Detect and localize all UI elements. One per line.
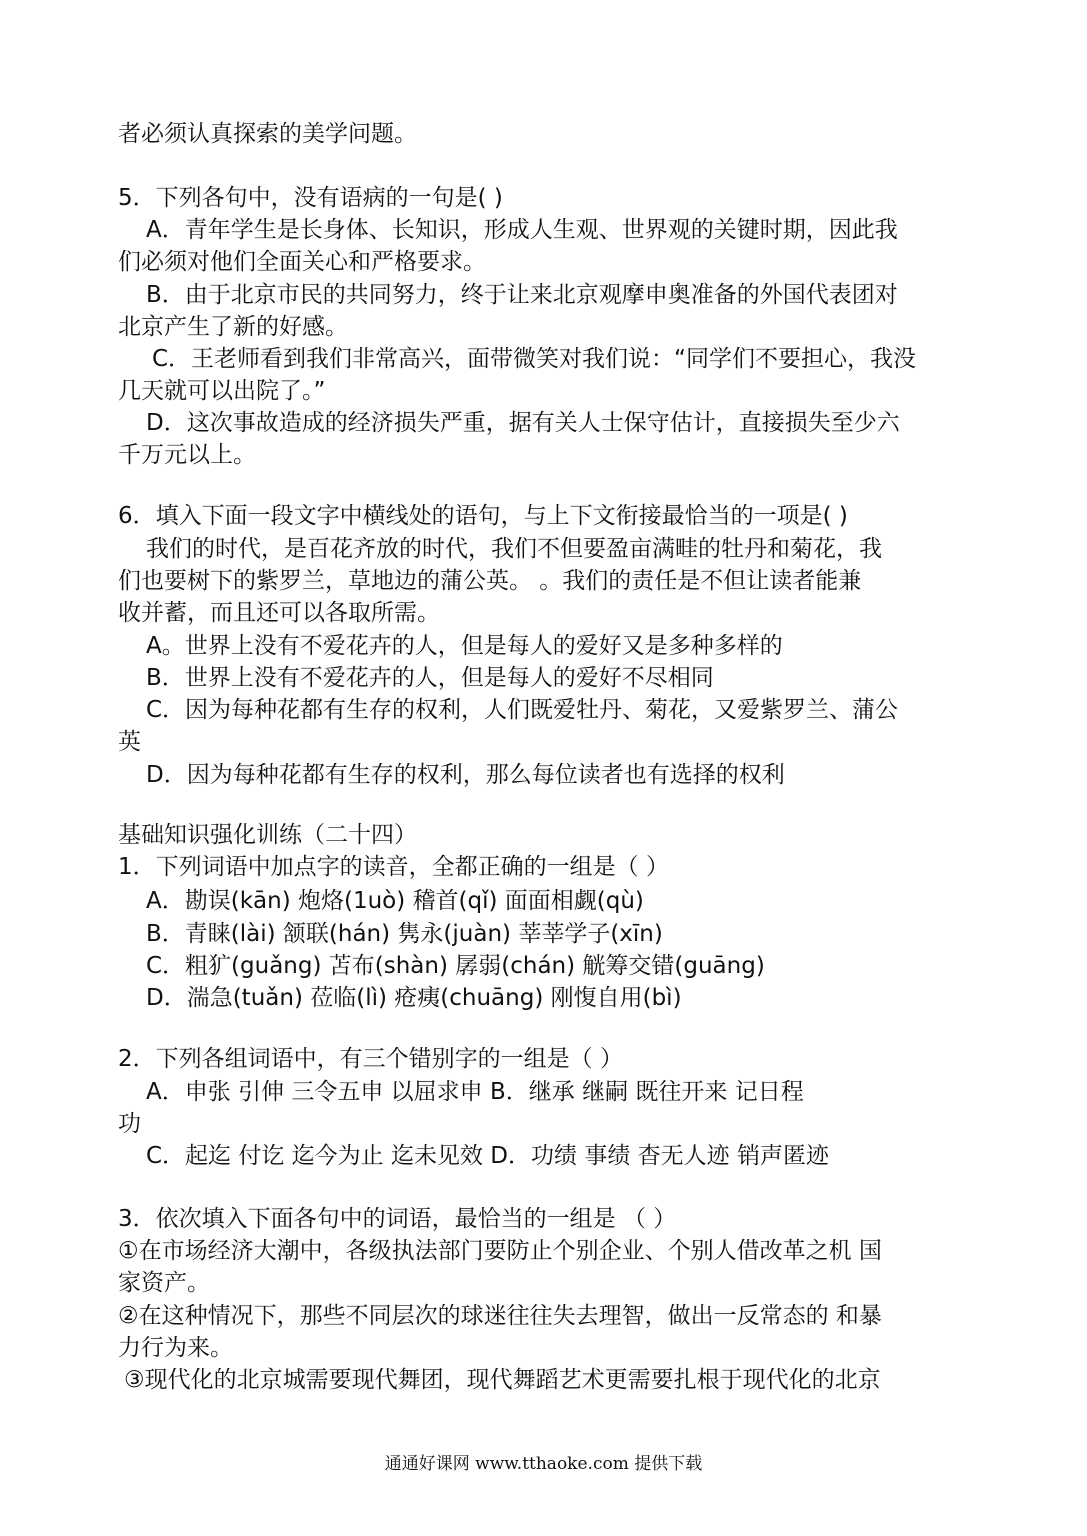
text-line: 千万元以上。 xyxy=(118,442,256,468)
option-d: D．这次事故造成的经济损失严重，据有关人士保守估计，直接损失至少六 xyxy=(146,410,900,436)
question-6-stem: 6．填入下面一段文字中横线处的语句，与上下文衔接最恰当的一项是( ) xyxy=(118,503,848,529)
section-title: 基础知识强化训练（二十四） xyxy=(118,822,417,848)
option-a: A。世界上没有不爱花卉的人，但是每人的爱好又是多种多样的 xyxy=(146,633,783,659)
question-5-stem: 5．下列各句中，没有语病的一句是( ) xyxy=(118,185,503,211)
passage-line: 们也要树下的紫罗兰，草地边的蒲公英。 。我们的责任是不但让读者能兼 xyxy=(118,568,862,594)
option-d: D．因为每种花都有生存的权利，那么每位读者也有选择的权利 xyxy=(146,762,785,788)
sentence-3: ③现代化的北京城需要现代舞团，现代舞蹈艺术更需要扎根于现代化的北京 xyxy=(124,1367,881,1393)
text-line: 功 xyxy=(118,1111,141,1137)
question-3-stem: 3．依次填入下面各句中的词语，最恰当的一组是 （ ） xyxy=(118,1206,677,1232)
option-b: B．由于北京市民的共同努力，终于让来北京观摩申奥准备的外国代表团对 xyxy=(146,282,898,308)
option-d: D．湍急(tuǎn) 莅临(lì) 疮痍(chuāng) 刚愎自用(bì) xyxy=(146,985,682,1011)
text-line: 们必须对他们全面关心和严格要求。 xyxy=(118,249,486,275)
option-c: C．粗犷(guǎng) 苫布(shàn) 孱弱(chán) 觥筹交错(guāng) xyxy=(146,953,765,979)
sentence-1: ①在市场经济大潮中，各级执法部门要防止个别企业、个别人借改革之机 国 xyxy=(118,1238,882,1264)
option-c: C．因为每种花都有生存的权利，人们既爱牡丹、菊花，又爱紫罗兰、蒲公 xyxy=(146,697,899,723)
option-a: A．勘误(kān) 炮烙(1uò) 稽首(qǐ) 面面相觑(qù) xyxy=(146,888,644,914)
options-a-b: A．申张 引伸 三令五申 以屈求申 B．继承 继嗣 既往开来 记日程 xyxy=(146,1079,804,1105)
text-line: 家资产。 xyxy=(118,1270,210,1296)
text-line: 力行为来。 xyxy=(118,1335,233,1361)
text-line: 北京产生了新的好感。 xyxy=(118,314,348,340)
passage-line: 我们的时代，是百花齐放的时代，我们不但要盈亩满畦的牡丹和菊花，我 xyxy=(146,536,882,562)
option-c: C．王老师看到我们非常高兴，面带微笑对我们说：“同学们不要担心，我没 xyxy=(152,346,916,372)
passage-line: 收并蓄，而且还可以各取所需。 xyxy=(118,600,440,626)
question-1-stem: 1．下列词语中加点字的读音，全都正确的一组是（ ） xyxy=(118,854,669,880)
footer-credit: 通通好课网 www.tthaoke.com 提供下载 xyxy=(384,1454,703,1474)
sentence-2: ②在这种情况下，那些不同层次的球迷往往失去理智，做出一反常态的 和暴 xyxy=(118,1303,882,1329)
text-line: 者必须认真探索的美学问题。 xyxy=(118,121,417,147)
option-b: B．青睐(lài) 颔联(hán) 隽永(juàn) 莘莘学子(xīn) xyxy=(146,921,663,947)
text-line: 几天就可以出院了。” xyxy=(118,378,326,404)
options-c-d: C．起迄 付讫 迄今为止 迄未见效 D．功绩 事绩 杳无人迹 销声匿迹 xyxy=(146,1143,829,1169)
option-b: B．世界上没有不爱花卉的人，但是每人的爱好不尽相同 xyxy=(146,665,714,691)
option-a: A．青年学生是长身体、长知识，形成人生观、世界观的关键时期，因此我 xyxy=(146,217,898,243)
text-line: 英 xyxy=(118,729,141,755)
question-2-stem: 2．下列各组词语中，有三个错别字的一组是（ ） xyxy=(118,1046,623,1072)
